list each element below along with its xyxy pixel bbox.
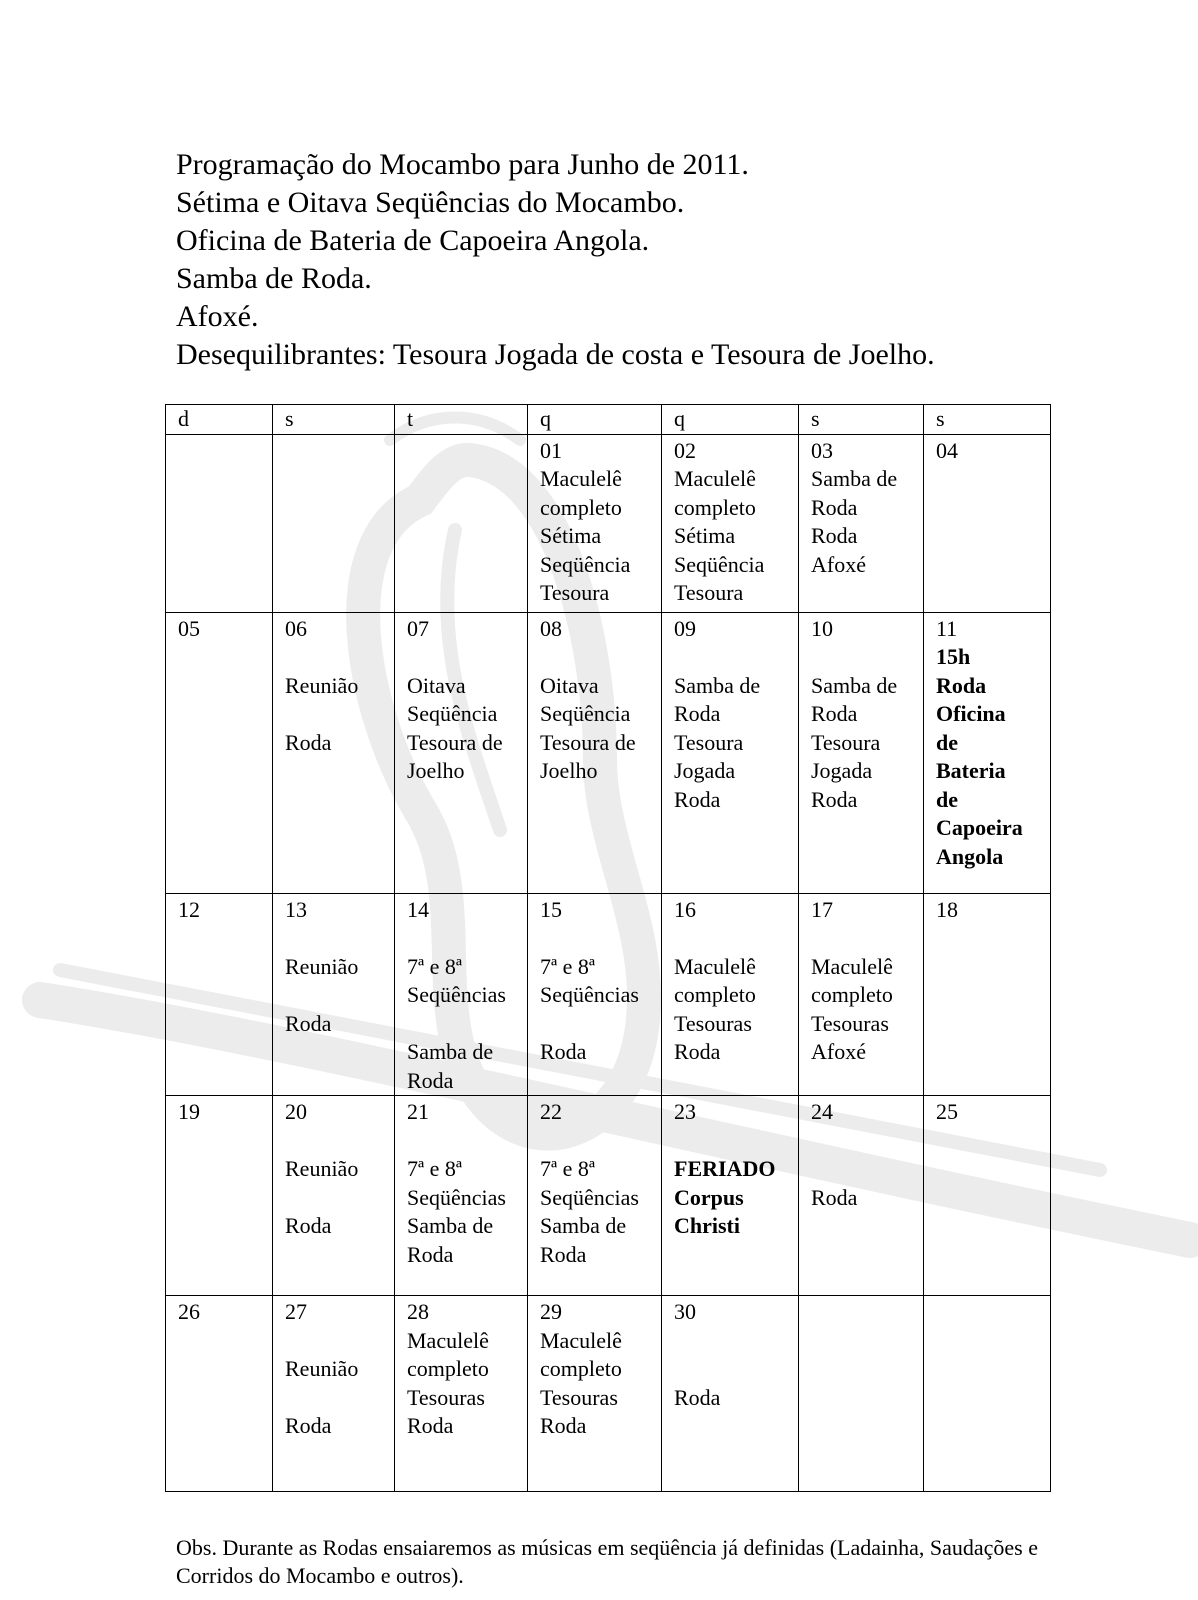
event-line xyxy=(811,924,915,953)
event-line xyxy=(285,1327,386,1356)
day-number: 11 xyxy=(936,615,958,641)
event-line: Roda xyxy=(285,1010,332,1036)
calendar-day-cell xyxy=(395,434,528,612)
weekday-header: s xyxy=(924,405,1051,435)
event-line: 7ª e 8ª xyxy=(407,1156,462,1181)
event-line: Maculelê xyxy=(674,953,756,979)
event-line: Christi xyxy=(674,1213,740,1238)
event-line: Seqüência xyxy=(674,551,765,577)
calendar-day-cell xyxy=(924,893,1051,1096)
event-line: Angola xyxy=(936,843,1004,869)
event-line: Tesouras xyxy=(540,1384,618,1410)
event-line: de xyxy=(936,786,958,812)
event-line: FERIADO xyxy=(674,1156,776,1181)
day-number: 16 xyxy=(674,896,696,922)
day-number: 06 xyxy=(285,615,307,641)
event-line: Seqüências xyxy=(540,982,639,1007)
event-line: completo xyxy=(540,1356,622,1381)
event-line: Roda xyxy=(811,786,858,812)
event-line: Roda xyxy=(407,1241,454,1267)
event-line: Seqüência xyxy=(540,551,631,577)
day-number: 12 xyxy=(178,896,200,922)
calendar-day-cell xyxy=(395,1096,528,1296)
event-line: 7ª e 8ª xyxy=(540,953,595,979)
event-line xyxy=(407,1010,519,1039)
day-number: 04 xyxy=(936,437,958,463)
day-number: 08 xyxy=(540,615,562,641)
calendar-day-cell xyxy=(799,893,924,1096)
calendar-day-cell xyxy=(166,434,273,612)
day-number: 17 xyxy=(811,896,833,922)
event-line: Bateria xyxy=(936,758,1006,783)
calendar-day-cell xyxy=(273,1096,395,1296)
day-number: 14 xyxy=(407,896,429,922)
event-line: Roda xyxy=(540,1039,587,1064)
calendar-body xyxy=(166,434,1051,1492)
day-number: 22 xyxy=(540,1099,562,1124)
event-line xyxy=(285,924,386,953)
day-number: 09 xyxy=(674,615,696,641)
calendar-day-cell xyxy=(528,1096,662,1296)
event-line: 7ª e 8ª xyxy=(540,1156,595,1181)
event-line: Maculelê xyxy=(540,1327,622,1353)
event-line xyxy=(811,1155,915,1184)
event-line: Tesoura de xyxy=(407,729,503,755)
event-line: Roda xyxy=(540,1241,587,1267)
event-line: Maculelê xyxy=(540,466,622,491)
weekday-header: s xyxy=(799,405,924,435)
event-line xyxy=(285,1127,386,1156)
header-line-sequences: Sétima e Oitava Seqüências do Mocambo. xyxy=(176,186,685,219)
june-calendar-table xyxy=(165,404,1051,1492)
event-line: Afoxé xyxy=(811,1039,866,1064)
day-number: 25 xyxy=(936,1099,958,1124)
event-line: Roda xyxy=(674,701,721,726)
calendar-day-cell xyxy=(273,893,395,1096)
event-line: Seqüências xyxy=(407,982,506,1007)
calendar-day-cell xyxy=(924,1096,1051,1296)
event-line: Joelho xyxy=(540,758,598,783)
event-line: Corpus xyxy=(674,1184,744,1210)
header-line-samba: Samba de Roda. xyxy=(176,262,372,295)
event-line: Seqüência xyxy=(407,701,498,726)
event-line: completo xyxy=(674,494,756,520)
event-line: Seqüência xyxy=(540,701,631,726)
calendar-day-cell xyxy=(799,434,924,612)
calendar-day-cell xyxy=(662,1296,799,1492)
document-header xyxy=(176,146,935,374)
calendar-day-cell xyxy=(662,893,799,1096)
event-line: Roda xyxy=(285,729,332,755)
event-line: Roda xyxy=(811,523,858,548)
event-line: Roda xyxy=(811,701,858,726)
calendar-day-cell xyxy=(395,893,528,1096)
event-line xyxy=(674,643,790,672)
event-line: Roda xyxy=(285,1213,332,1238)
calendar-day-cell xyxy=(166,893,273,1096)
event-line xyxy=(407,643,519,672)
event-line: Capoeira xyxy=(936,815,1023,840)
observation-note: Obs. Durante as Rodas ensaiaremos as músicas em seqüência já definidas (Ladainha, Saudações e Corridos do Mocambo e outros). xyxy=(176,1535,1038,1588)
header-line-afoxe: Afoxé. xyxy=(176,300,259,333)
event-line: Oficina xyxy=(936,701,1006,726)
calendar-day-cell xyxy=(166,612,273,893)
document-title: Programação do Mocambo para Junho de 2011. xyxy=(176,148,749,181)
calendar-day-cell xyxy=(528,893,662,1096)
calendar-day-cell xyxy=(273,434,395,612)
event-line: 7ª e 8ª xyxy=(407,953,462,979)
event-line: Tesouras xyxy=(674,1010,752,1036)
calendar-day-cell xyxy=(273,612,395,893)
calendar-day-cell xyxy=(662,612,799,893)
event-line xyxy=(674,924,790,953)
event-line: Samba de xyxy=(407,1039,494,1064)
day-number: 21 xyxy=(407,1099,429,1124)
day-number: 19 xyxy=(178,1099,200,1124)
weekday-header: q xyxy=(528,405,662,435)
event-line: Seqüências xyxy=(407,1184,506,1210)
calendar-day-cell xyxy=(924,434,1051,612)
event-line: Oitava xyxy=(407,672,466,698)
event-line: Tesoura xyxy=(540,580,610,605)
event-line: Roda xyxy=(674,786,721,812)
calendar-day-cell xyxy=(528,612,662,893)
event-line xyxy=(285,981,386,1010)
event-line: Roda xyxy=(811,494,858,520)
day-number: 28 xyxy=(407,1299,429,1324)
calendar-day-cell xyxy=(662,434,799,612)
weekday-header: t xyxy=(395,405,528,435)
day-number: 20 xyxy=(285,1099,307,1124)
day-number: 02 xyxy=(674,437,696,463)
event-line: Maculelê xyxy=(811,953,893,979)
event-line: Tesouras xyxy=(407,1384,485,1410)
event-line xyxy=(674,1327,790,1356)
event-line: Samba de xyxy=(407,1213,494,1238)
day-number: 26 xyxy=(178,1299,200,1324)
event-line: Seqüências xyxy=(540,1184,639,1210)
calendar-day-cell xyxy=(273,1296,395,1492)
event-line: completo xyxy=(407,1356,489,1381)
calendar-week-row xyxy=(166,612,1051,893)
event-line: Samba de xyxy=(674,672,761,698)
event-line: 15h xyxy=(936,644,971,669)
day-number: 29 xyxy=(540,1299,562,1324)
event-line: Samba de xyxy=(540,1213,627,1238)
event-line: Jogada xyxy=(811,758,873,783)
day-number: 24 xyxy=(811,1099,833,1124)
event-line: Reunião xyxy=(285,1356,359,1381)
event-line xyxy=(811,643,915,672)
event-line: Tesoura de xyxy=(540,729,636,755)
event-line xyxy=(540,924,653,953)
event-line xyxy=(285,1184,386,1213)
day-number: 30 xyxy=(674,1299,696,1324)
event-line: Tesoura xyxy=(674,729,744,755)
event-line xyxy=(407,924,519,953)
event-line: Afoxé xyxy=(811,551,866,577)
event-line: Reunião xyxy=(285,1156,359,1181)
event-line: Maculelê xyxy=(407,1327,489,1353)
day-number: 27 xyxy=(285,1299,307,1324)
calendar-day-cell xyxy=(395,1296,528,1492)
calendar-week-row xyxy=(166,434,1051,612)
event-line: Roda xyxy=(811,1184,858,1210)
day-number: 23 xyxy=(674,1099,696,1124)
calendar-day-cell xyxy=(528,434,662,612)
weekday-header: q xyxy=(662,405,799,435)
header-line-desequilibrantes: Desequilibrantes: Tesoura Jogada de costa e Tesoura de Joelho. xyxy=(176,338,935,371)
day-number: 18 xyxy=(936,896,958,922)
event-line: Sétima xyxy=(674,523,736,548)
weekday-header: s xyxy=(273,405,395,435)
calendar-day-cell xyxy=(799,1096,924,1296)
event-line: Oitava xyxy=(540,672,599,698)
event-line: Sétima xyxy=(540,523,602,548)
event-line: Roda xyxy=(936,672,987,698)
event-line: Roda xyxy=(285,1413,332,1438)
event-line: Roda xyxy=(674,1039,721,1064)
header-line-workshop: Oficina de Bateria de Capoeira Angola. xyxy=(176,224,650,257)
event-line: de xyxy=(936,729,958,755)
event-line xyxy=(540,1127,653,1156)
event-line: Samba de xyxy=(811,466,898,491)
event-line: completo xyxy=(674,982,756,1007)
calendar-day-cell xyxy=(924,612,1051,893)
event-line: Roda xyxy=(407,1413,454,1438)
event-line: Roda xyxy=(540,1413,587,1438)
calendar-day-cell xyxy=(799,612,924,893)
day-number: 13 xyxy=(285,896,307,922)
calendar-day-cell xyxy=(528,1296,662,1492)
calendar-day-cell xyxy=(166,1296,273,1492)
event-line xyxy=(674,1127,790,1156)
weekday-header-row xyxy=(166,405,1051,435)
event-line: completo xyxy=(811,982,893,1007)
calendar-day-cell xyxy=(924,1296,1051,1492)
event-line xyxy=(285,700,386,729)
day-number: 01 xyxy=(540,437,562,463)
event-line xyxy=(285,643,386,672)
event-line: Tesoura xyxy=(811,729,881,755)
weekday-header: d xyxy=(166,405,273,435)
event-line xyxy=(540,643,653,672)
day-number: 15 xyxy=(540,896,562,922)
event-line xyxy=(540,1010,653,1039)
event-line: Joelho xyxy=(407,758,465,783)
event-line: Jogada xyxy=(674,758,736,783)
day-number: 07 xyxy=(407,615,429,641)
event-line xyxy=(285,1384,386,1413)
event-line xyxy=(811,1127,915,1156)
event-line: Reunião xyxy=(285,672,359,698)
event-line: Roda xyxy=(407,1067,454,1093)
calendar-day-cell xyxy=(799,1296,924,1492)
event-line: Samba de xyxy=(811,672,898,698)
event-line: Tesoura xyxy=(674,580,744,605)
day-number: 05 xyxy=(178,615,200,641)
calendar-week-row xyxy=(166,1096,1051,1296)
calendar-day-cell xyxy=(662,1096,799,1296)
day-number: 03 xyxy=(811,437,833,463)
day-number: 10 xyxy=(811,615,833,641)
calendar-day-cell xyxy=(395,612,528,893)
event-line: Tesouras xyxy=(811,1010,889,1036)
event-line: Maculelê xyxy=(674,466,756,491)
event-line xyxy=(407,1127,519,1156)
event-line xyxy=(674,1355,790,1384)
calendar-week-row xyxy=(166,1296,1051,1492)
event-line: completo xyxy=(540,494,622,520)
event-line: Roda xyxy=(674,1384,721,1410)
calendar-day-cell xyxy=(166,1096,273,1296)
calendar-week-row xyxy=(166,893,1051,1096)
event-line: Reunião xyxy=(285,953,359,979)
